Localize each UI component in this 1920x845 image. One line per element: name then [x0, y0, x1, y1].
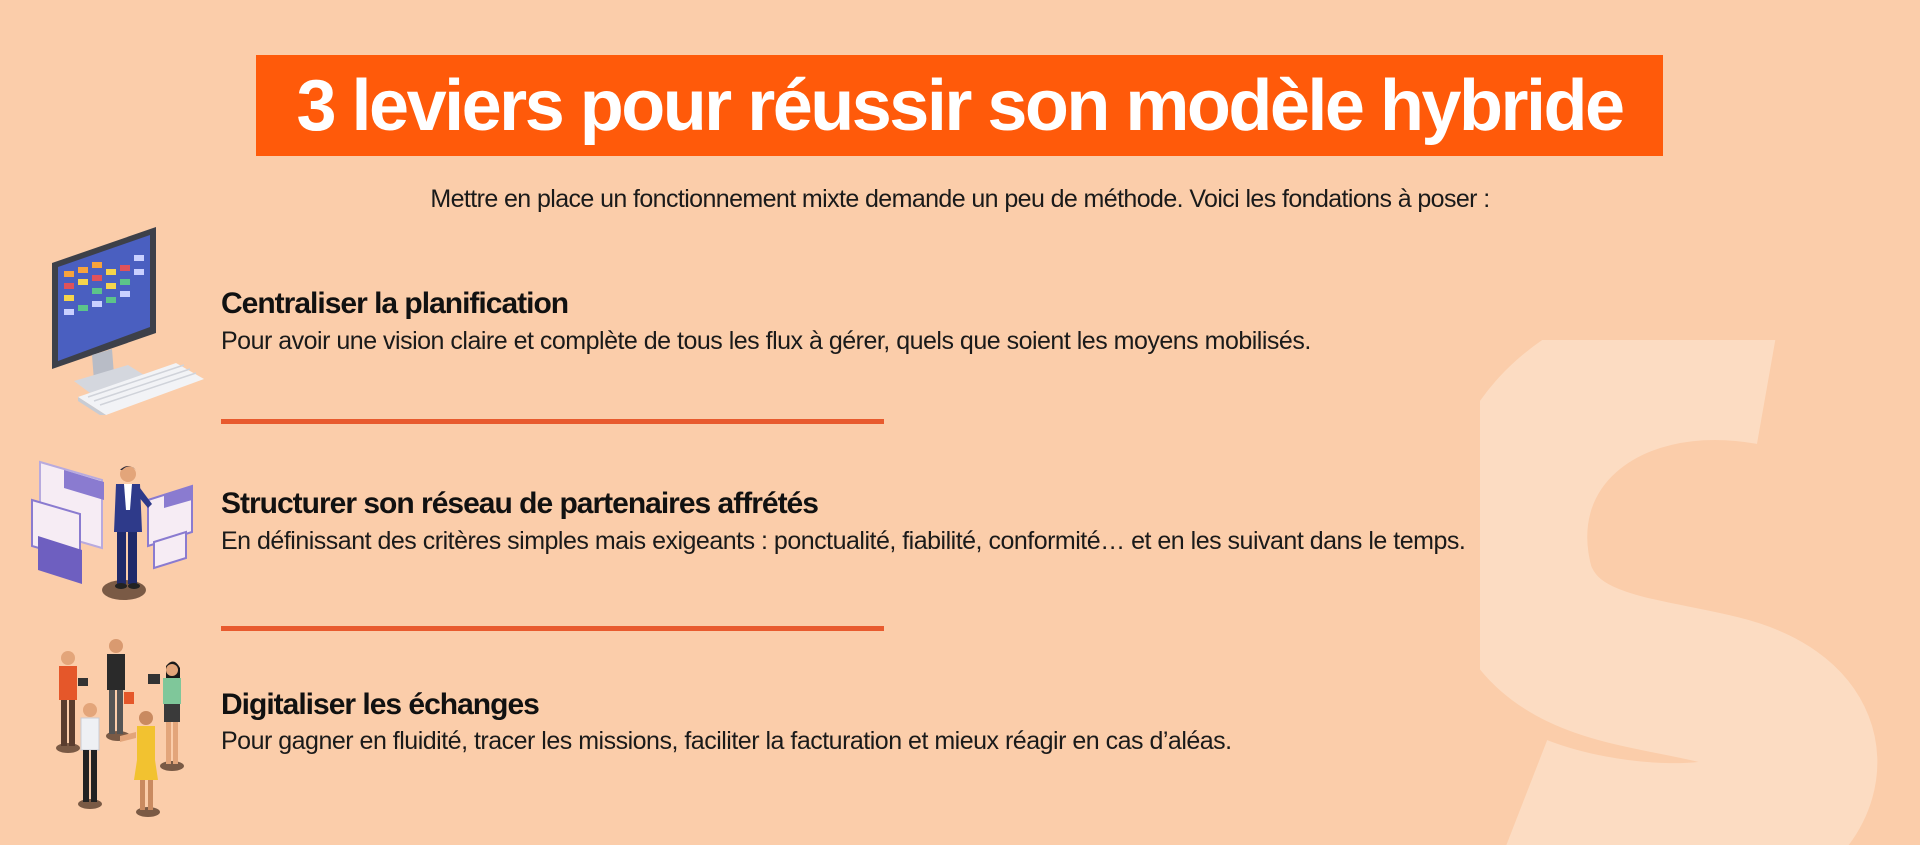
lever-2-title: Structurer son réseau de partenaires affrétés: [221, 487, 818, 520]
lever-3-description: Pour gagner en fluidité, tracer les missions, faciliter la facturation et mieux réagir en cas d’aléas.: [221, 727, 1232, 755]
lever-3-title: Digitaliser les échanges: [221, 688, 539, 721]
separator-line: [221, 419, 884, 424]
watermark-logo: [1480, 340, 1920, 845]
lever-1-title: Centraliser la planification: [221, 287, 569, 320]
lever-1-description: Pour avoir une vision claire et complète de tous les flux à gérer, quels que soient les moyens mobilisés.: [221, 327, 1311, 355]
page-title: 3 leviers pour réussir son modèle hybride: [296, 65, 1623, 146]
title-banner: [256, 55, 1663, 156]
separator-line: [221, 626, 884, 631]
computer-planning-icon: [48, 225, 208, 415]
team-exchange-icon: [48, 636, 198, 821]
partner-network-icon: [24, 460, 199, 605]
lever-2-description: En définissant des critères simples mais exigeants : ponctualité, fiabilité, conformité… et en les suivant dans le temps.: [221, 527, 1466, 555]
intro-text: Mettre en place un fonctionnement mixte demande un peu de méthode. Voici les fondations à poser :: [430, 185, 1490, 213]
